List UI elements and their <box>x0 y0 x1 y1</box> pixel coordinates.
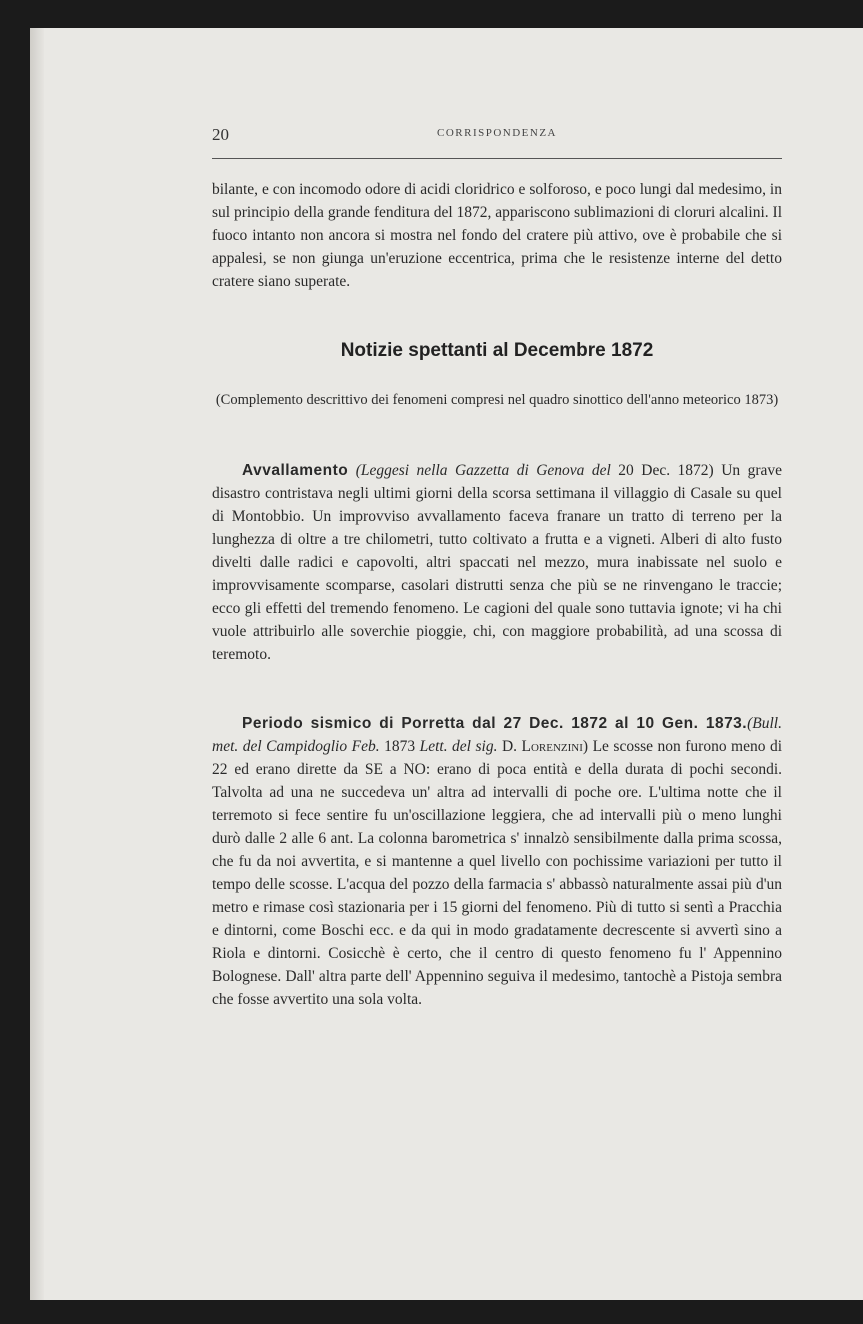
page-number: 20 <box>212 125 229 144</box>
opening-paragraph <box>212 178 782 293</box>
entry-body: Un grave disastro contristava negli ultimi giorni della scorsa settimana il villaggio di Casale su quel di Montobbio. Un improvviso avvallamento faceva franare un tratto di terreno per la lunghezza di oltre a tre chilometri, tutto coltivato a frutta e a vigneti. Alberi di alto fusto divelti dalle radici e capovolti, altri spaccati nel mezzo, mura inabissate nel suolo e improvvisamente scomparse, casolari distrutti senza che più se ne rinvengano le traccie; ecco gli effetti del tremendo fenomeno. Le cagioni del quale sono tuttavia ignote; vi ha chi vuole attribuirlo alle soverchie pioggie, chi, con maggiore probabilità, ad una scossa di teremoto. <box>212 462 783 663</box>
entry-body: Le scosse non furono meno di 22 ed erano dirette da SE a NO: erano di poca entità e della durata di pochi secondi. Talvolta ad una ne succedeva un' altra ad intervalli di poche ore. L'ultima notte che il terremoto si fece sentire fu un'oscillazione leggiera, che ad intervalli più o meno lunghi durò dalle 2 alle 6 ant. La colonna barometrica s' innalzò sensibilmente dalla prima scossa, che fu da noi avvertita, e si mantenne a quel livello con pochissime variazioni per tutto il tempo delle scosse. L'acqua del pozzo della farmacia s' abbassò naturalmente assai più d'un metro e rimase così stazionaria per i 15 giorni del fenomeno. Più di tutto si sentì a Pracchia e dintorni, come Boschi ecc. e da qui in modo gradatamente decrescente si avvertì sino a Riola e dintorni. Cosicchè è certo, che il centro di questo fenomeno fu l' Appennino Bolognese. Dall' altra parte dell' Appennino seguiva il medesimo, tantochè a Pistoja sembra che fosse avvertito una sola volta. <box>212 738 783 1008</box>
entry-avvallamento <box>212 459 782 666</box>
page-edge <box>30 28 44 1300</box>
entry-source-year: 1873 <box>384 738 416 755</box>
entry-source-letter: Lett. del sig. <box>419 738 498 755</box>
entry-source: (Leggesi nella Gazzetta di Genova del <box>355 462 611 479</box>
entry-source: (Bull. met. del Campidoglio Feb. <box>212 715 782 755</box>
opening-paragraph-text: bilante, e con incomodo odore di acidi cloridrico e solforoso, e poco lungi dal medesimo, in sul principio della grande fenditura del 1872, appariscono sublimazioni di cloruri alcalini. Il fuoco intanto non ancora si mostra nel fondo del cratere più attivo, ove è probabile che si appalesi, se non giunga un'eruzione eccentrica, prima che le resistenze interne del detto cratere siano superate. <box>212 181 782 290</box>
entry-source-date: 20 Dec. 1872) <box>618 462 714 479</box>
entry-periodo-sismico <box>212 712 782 1011</box>
running-title: CORRISPONDENZA <box>436 127 557 139</box>
page-header <box>212 125 782 145</box>
section-complement: (Complemento descrittivo dei fenomeni compresi nel quadro sinottico dell'anno meteorico 1873) <box>215 392 779 408</box>
section-title: Notizie spettanti al Decembre 1872 <box>340 340 654 361</box>
entry-lead: Periodo sismico di Porretta dal 27 Dec. 1872 al 10 Gen. 1873. <box>242 715 748 732</box>
entry-lead: Avvallamento <box>242 462 349 479</box>
header-rule <box>212 158 782 159</box>
entry-source-author: D. Lorenzini) <box>501 738 589 755</box>
